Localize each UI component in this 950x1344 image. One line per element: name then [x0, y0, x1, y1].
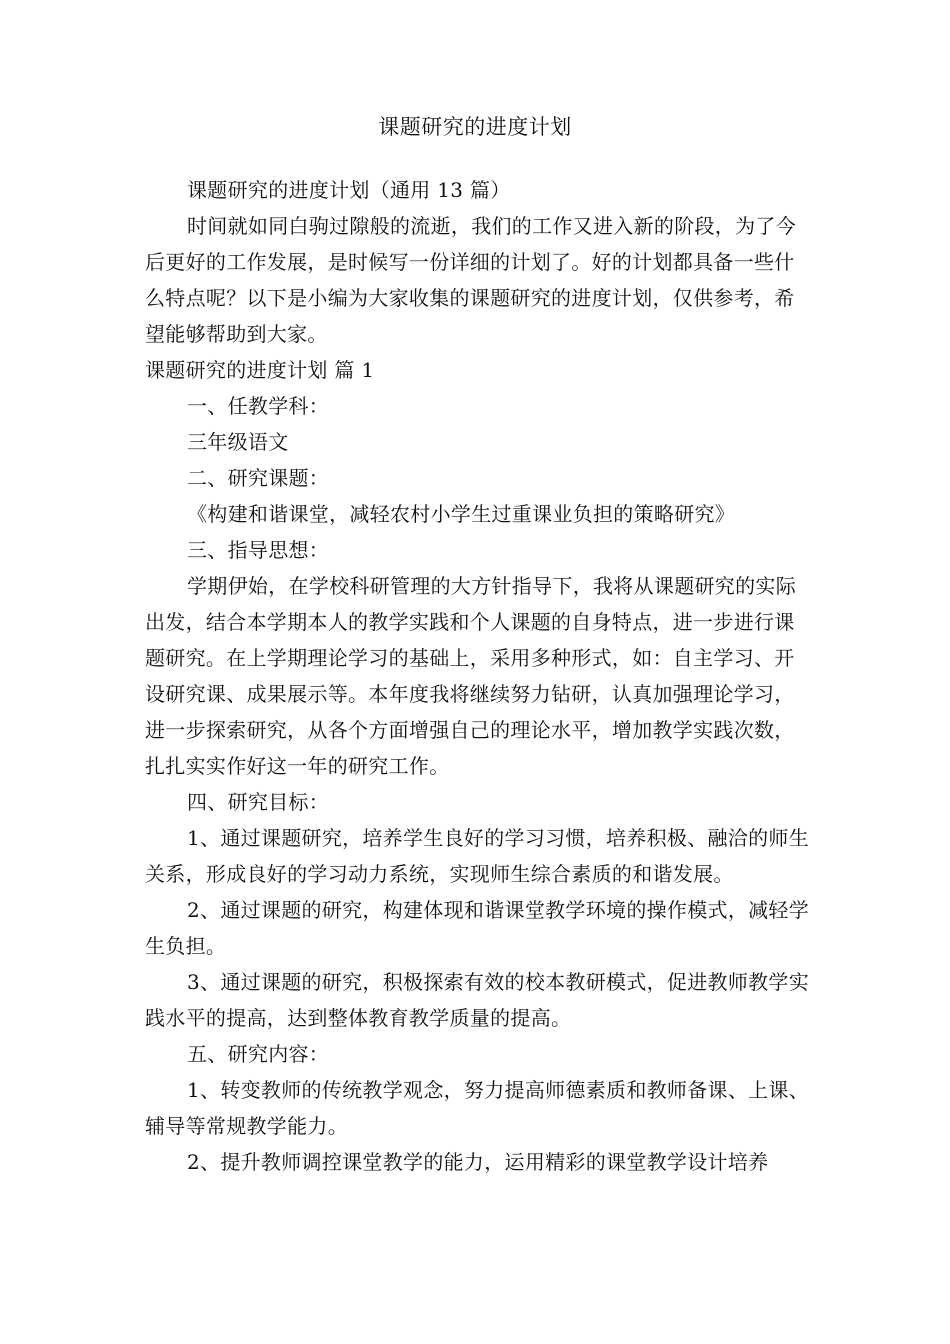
- paragraph: 时间就如同白驹过隙般的流逝，我们的工作又进入新的阶段，为了今后更好的工作发展，是时候写一份详细的计划了。好的计划都具备一些什么特点呢？以下是小编为大家收集的课题研究的进度计划，仅供参考，希望能够帮助到大家。: [145, 214, 796, 346]
- paragraph: 2、提升教师调控课堂教学的能力，运用精彩的课堂教学设计培养: [187, 1150, 769, 1174]
- paragraph: 三、指导思想：: [187, 538, 330, 562]
- paragraph: 一、任教学科：: [187, 394, 330, 418]
- paragraph: 课题研究的进度计划 篇 1: [145, 358, 375, 382]
- paragraph: 课题研究的进度计划（通用 13 篇）: [187, 178, 511, 202]
- paragraph: 1、通过课题研究，培养学生良好的学习习惯，培养积极、融洽的师生关系，形成良好的学习动力系统，实现师生综合素质的和谐发展。: [145, 826, 810, 886]
- document-title: 课题研究的进度计划: [378, 115, 572, 139]
- paragraph: 《构建和谐课堂，减轻农村小学生过重课业负担的策略研究》: [187, 502, 736, 526]
- paragraph: 3、通过课题的研究，积极探索有效的校本教研模式，促进教师教学实践水平的提高，达到整体教育教学质量的提高。: [145, 970, 810, 1030]
- paragraph: 三年级语文: [187, 430, 289, 454]
- document-body: [145, 172, 810, 1180]
- paragraph: 1、转变教师的传统教学观念，努力提高师德素质和教师备课、上课、辅导等常规教学能力。: [145, 1078, 810, 1138]
- paragraph: 四、研究目标：: [187, 790, 330, 814]
- paragraph: 五、研究内容：: [187, 1042, 330, 1066]
- paragraph: 2、通过课题的研究，构建体现和谐课堂教学环境的操作模式，减轻学生负担。: [145, 898, 810, 958]
- paragraph: 二、研究课题：: [187, 466, 330, 490]
- paragraph: 学期伊始，在学校科研管理的大方针指导下，我将从课题研究的实际出发，结合本学期本人的教学实践和个人课题的自身特点，进一步进行课题研究。在上学期理论学习的基础上，采用多种形式，如：自主学习、开设研究课、成果展示等。本年度我将继续努力钻研，认真加强理论学习，进一步探索研究，从各个方面增强自己的理论水平，增加教学实践次数，扎扎实实作好这一年的研究工作。: [145, 574, 796, 778]
